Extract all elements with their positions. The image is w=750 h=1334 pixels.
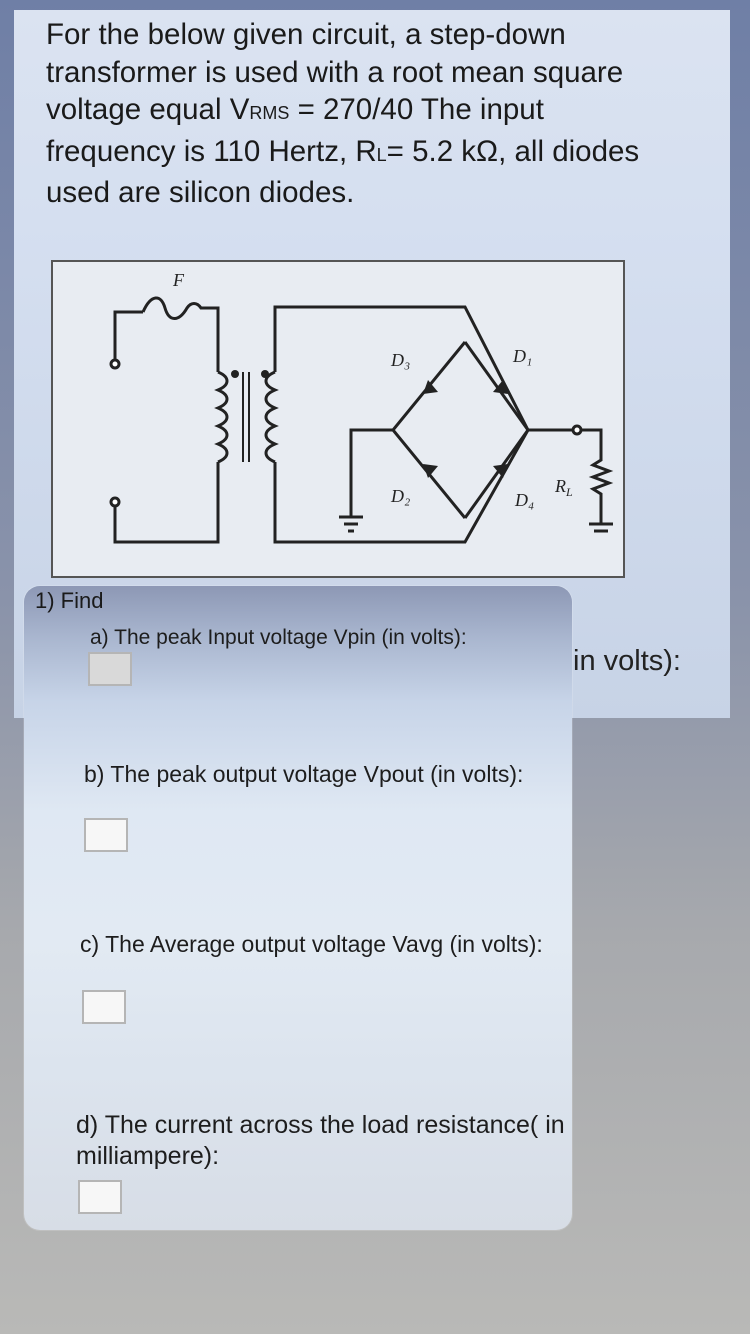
problem-line-3-post: = 270/40 The input bbox=[289, 93, 544, 126]
problem-line-4-pre: frequency is 110 Hertz, R bbox=[46, 134, 377, 168]
question-d: d) The current across the load resistance( in milliampere): bbox=[76, 1111, 565, 1170]
rl-label: $R_L$ bbox=[555, 476, 573, 499]
problem-line-2: transformer is used with a root mean square bbox=[46, 55, 624, 89]
answer-d-input[interactable] bbox=[78, 1180, 122, 1214]
problem-line-4 bbox=[46, 133, 716, 175]
d4-label: D₄ bbox=[515, 490, 535, 510]
problem-line-4-post: = 5.2 kΩ, all diodes bbox=[386, 134, 640, 168]
primary-top-wire bbox=[115, 312, 143, 360]
ground-wire bbox=[351, 430, 393, 517]
answer-a-input[interactable] bbox=[88, 652, 132, 686]
primary-coil bbox=[218, 372, 227, 462]
background-question-text: in volts): bbox=[573, 645, 681, 677]
secondary-coil bbox=[266, 372, 275, 462]
d3-label: D₃ bbox=[391, 350, 411, 370]
problem-line-1: For the below given circuit, a step-down bbox=[46, 18, 566, 51]
bridge-rectifier-schematic bbox=[53, 262, 627, 580]
primary-dot bbox=[231, 370, 239, 378]
question-b: b) The peak output voltage Vpout (in volts): bbox=[84, 761, 524, 787]
problem-line-3-pre: voltage equal V bbox=[46, 93, 250, 126]
fuse-label: F bbox=[173, 270, 184, 290]
output-terminal bbox=[573, 426, 581, 434]
fuse-symbol bbox=[143, 298, 218, 372]
circuit-diagram bbox=[51, 260, 625, 578]
question-c: c) The Average output voltage Vavg (in volts): bbox=[80, 931, 543, 957]
load-resistor bbox=[581, 430, 609, 524]
input-terminal-bottom bbox=[111, 498, 119, 506]
answer-c-input[interactable] bbox=[82, 990, 126, 1024]
question-a: a) The peak Input voltage Vpin (in volts): bbox=[90, 626, 467, 649]
d1-label: D₁ bbox=[513, 346, 533, 366]
primary-bottom-wire bbox=[115, 462, 218, 542]
secondary-dot bbox=[261, 370, 269, 378]
input-terminal-top bbox=[111, 360, 119, 368]
find-heading: 1) Find bbox=[35, 588, 104, 613]
problem-statement bbox=[46, 16, 716, 212]
problem-line-3 bbox=[46, 91, 716, 133]
vrms-subscript: RMS bbox=[249, 103, 290, 123]
d2-label: D₂ bbox=[391, 486, 411, 506]
problem-line-5: used are silicon diodes. bbox=[46, 176, 355, 209]
answer-b-input[interactable] bbox=[84, 818, 128, 852]
rl-subscript: L bbox=[376, 144, 387, 165]
